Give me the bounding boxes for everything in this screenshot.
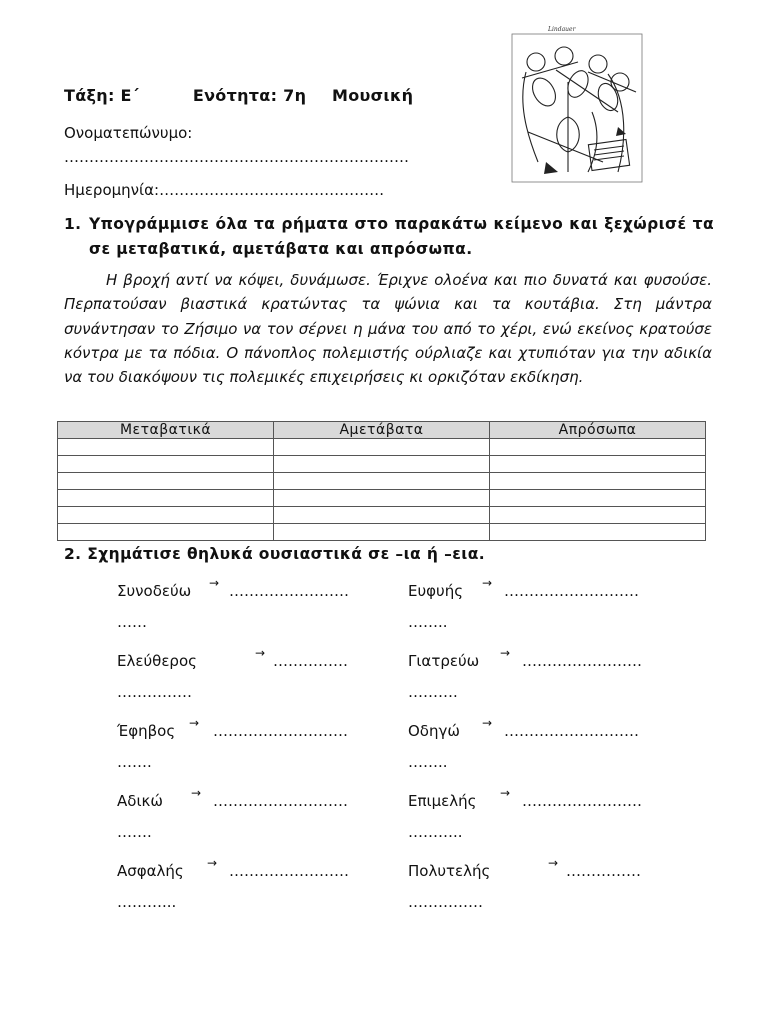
exercise-1-text: Υπογράμμισε όλα τα ρήματα στο παρακάτω κείμενο και ξεχώρισέ τα σε μεταβατικά, αμετάβατα και απρόσωπα. (89, 215, 714, 258)
word-item-right (408, 576, 639, 631)
answer-field[interactable]: …………………… (229, 582, 349, 600)
table-row (58, 473, 706, 490)
arrow-icon: → (189, 716, 200, 730)
worksheet-header (64, 86, 413, 105)
column-header-transitive: Μεταβατικά (58, 422, 274, 439)
exercise-1-passage (64, 268, 712, 389)
source-word: Γιατρεύω (408, 652, 480, 670)
table-cell[interactable] (58, 439, 274, 456)
source-word: Έφηβος (117, 722, 176, 740)
arrow-icon: → (500, 786, 511, 800)
answer-field-continuation[interactable]: …… (117, 613, 147, 631)
answer-field-continuation[interactable]: ………... (117, 893, 177, 911)
answer-field-continuation[interactable]: …….. (408, 613, 448, 631)
source-word: Οδηγώ (408, 722, 460, 740)
table-row (58, 439, 706, 456)
table-cell[interactable] (490, 439, 706, 456)
table-cell[interactable] (274, 439, 490, 456)
musicians-illustration (508, 22, 648, 185)
table-cell[interactable] (274, 524, 490, 541)
source-word: Συνοδεύω (117, 582, 192, 600)
name-field[interactable]: …………………………………………………………… (64, 148, 409, 166)
word-item-right (408, 786, 642, 841)
exercise-2-number: 2. (64, 545, 82, 563)
table-row (58, 524, 706, 541)
answer-field[interactable]: ……………………… (213, 792, 348, 810)
source-word: Ασφαλής (117, 862, 184, 880)
table-cell[interactable] (490, 507, 706, 524)
arrow-icon: → (209, 576, 220, 590)
passage-text: Η βροχή αντί να κόψει, δυνάμωσε. Έριχνε ολοένα και πιο δυνατά και φυσούσε. Περπατούσαν βιαστικά κρατώντας τα ψώνια και τα κουτάβια. Στη μάντρα συνάντησαν το Ζήσιμο να τον σέρνει η μάνα του από το χέρι, ενώ εκείνος κρατούσε κόντρα με τα πόδια. Ο πάνοπλος πολεμιστής ούρλιαζε και χτυπιόταν για την αδικία να του διακόψουν τις πολεμικές επιχειρήσεις κι ορκιζόταν εκδίκηση. (64, 271, 712, 387)
answer-field[interactable]: ……………………… (504, 582, 639, 600)
word-item-right (408, 856, 641, 911)
table-cell[interactable] (274, 507, 490, 524)
arrow-icon: → (482, 576, 493, 590)
table-row (58, 490, 706, 507)
answer-field-continuation[interactable]: ……….. (408, 823, 463, 841)
table-cell[interactable] (58, 456, 274, 473)
exercise-1-number: 1. (64, 215, 82, 233)
table-row (58, 507, 706, 524)
exercise-2-text: Σχημάτισε θηλυκά ουσιαστικά σε –ια ή –εια. (87, 545, 486, 563)
date-row (64, 181, 384, 199)
table-cell[interactable] (274, 490, 490, 507)
unit-label: Ενότητα: 7η (192, 86, 307, 105)
source-word: Πολυτελής (408, 862, 491, 880)
answer-field[interactable]: …………………… (522, 652, 642, 670)
answer-field[interactable]: …………… (566, 862, 641, 880)
answer-field-continuation[interactable]: ………. (408, 683, 458, 701)
table-cell[interactable] (490, 524, 706, 541)
answer-field-continuation[interactable]: …….. (408, 753, 448, 771)
source-word: Ελεύθερος (117, 652, 197, 670)
word-item-left (117, 576, 349, 631)
column-header-impersonal: Απρόσωπα (490, 422, 706, 439)
word-item-left (117, 716, 348, 771)
source-word: Ευφυής (408, 582, 464, 600)
word-item-right (408, 646, 642, 701)
table-cell[interactable] (58, 473, 274, 490)
table-cell[interactable] (274, 473, 490, 490)
date-field[interactable]: ……………………………………… (159, 181, 385, 199)
answer-field[interactable]: ……………………… (213, 722, 348, 740)
word-item-left (117, 856, 349, 911)
answer-field-continuation[interactable]: ……. (117, 823, 152, 841)
answer-field[interactable]: ……………………… (504, 722, 639, 740)
arrow-icon: → (482, 716, 493, 730)
word-item-left (117, 646, 348, 701)
source-word: Επιμελής (408, 792, 477, 810)
source-word: Αδικώ (117, 792, 163, 810)
answer-field-continuation[interactable]: …………… (408, 893, 483, 911)
exercise-2-instruction (64, 545, 485, 563)
table-cell[interactable] (490, 473, 706, 490)
word-item-right (408, 716, 639, 771)
answer-field-continuation[interactable]: …………… (117, 683, 192, 701)
illustration-signature: Lindauer (548, 26, 576, 33)
date-label: Ημερομηνία: (64, 181, 160, 199)
table-cell[interactable] (490, 456, 706, 473)
arrow-icon: → (548, 856, 559, 870)
word-item-left (117, 786, 348, 841)
answer-field[interactable]: …………… (273, 652, 348, 670)
table-cell[interactable] (490, 490, 706, 507)
table-cell[interactable] (58, 507, 274, 524)
subject-label: Μουσική (332, 86, 414, 105)
name-label: Ονοματεπώνυμο: (64, 124, 193, 142)
answer-field[interactable]: …………………… (522, 792, 642, 810)
table-cell[interactable] (58, 490, 274, 507)
answer-field-continuation[interactable]: ……. (117, 753, 152, 771)
arrow-icon: → (255, 646, 266, 660)
arrow-icon: → (191, 786, 202, 800)
table-cell[interactable] (58, 524, 274, 541)
answer-field[interactable]: …………………… (229, 862, 349, 880)
arrow-icon: → (500, 646, 511, 660)
class-label: Τάξη: Ε΄ (64, 86, 140, 105)
table-row (58, 456, 706, 473)
column-header-intransitive: Αμετάβατα (274, 422, 490, 439)
verb-classification-table (57, 421, 706, 541)
arrow-icon: → (207, 856, 218, 870)
table-cell[interactable] (274, 456, 490, 473)
exercise-1-instruction (64, 212, 714, 262)
